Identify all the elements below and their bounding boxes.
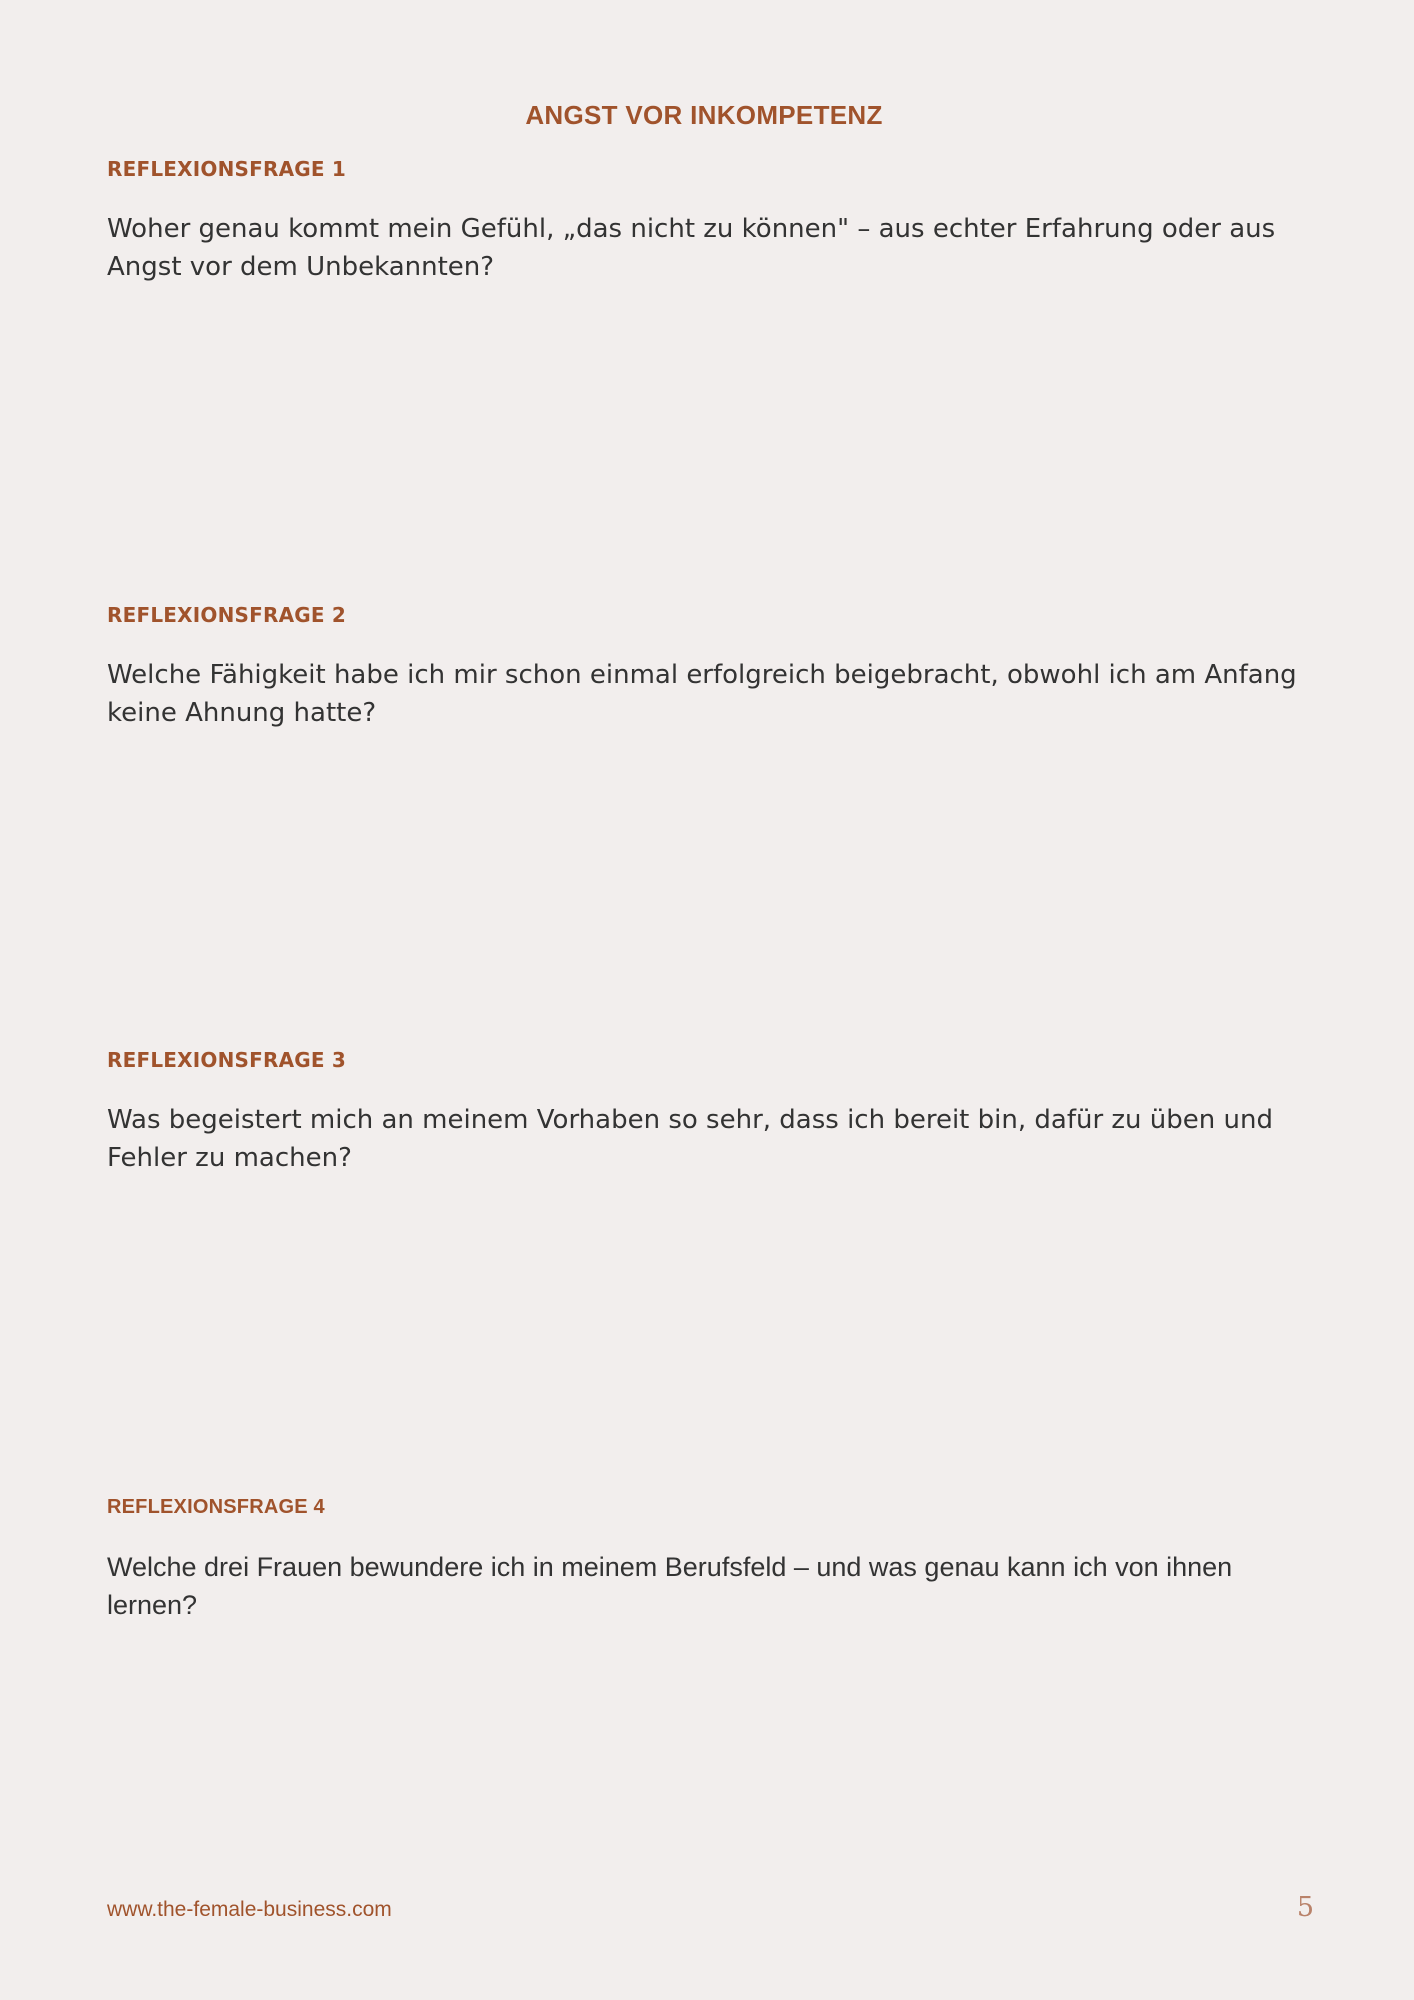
question-text: Woher genau kommt mein Gefühl, „das nicht zu können" – aus echter Erfahrung oder aus Angst vor dem Unbekannten?	[107, 214, 1276, 282]
page-number: 5	[1296, 1892, 1314, 1923]
page-title: ANGST VOR INKOMPETENZ	[525, 100, 883, 130]
question-text: Welche Fähigkeit habe ich mir schon einmal erfolgreich beigebracht, obwohl ich am Anfang keine Ahnung hatte?	[107, 660, 1297, 728]
question-label: REFLEXIONSFRAGE 2	[107, 603, 347, 627]
question-label: REFLEXIONSFRAGE 1	[107, 157, 347, 181]
reflection-question-2	[107, 603, 1327, 732]
footer-website-link[interactable]: www.the-female-business.com	[107, 1898, 392, 1921]
question-label: REFLEXIONSFRAGE 4	[107, 1496, 325, 1518]
reflection-question-3	[107, 1048, 1327, 1177]
reflection-question-1	[107, 157, 1327, 286]
question-label: REFLEXIONSFRAGE 3	[107, 1048, 347, 1072]
reflection-question-4	[107, 1495, 1327, 1624]
question-text: Welche drei Frauen bewundere ich in meinem Berufsfeld – und was genau kann ich von ihnen lernen?	[107, 1552, 1233, 1620]
question-text: Was begeistert mich an meinem Vorhaben so sehr, dass ich bereit bin, dafür zu üben und Fehler zu machen?	[107, 1105, 1273, 1173]
